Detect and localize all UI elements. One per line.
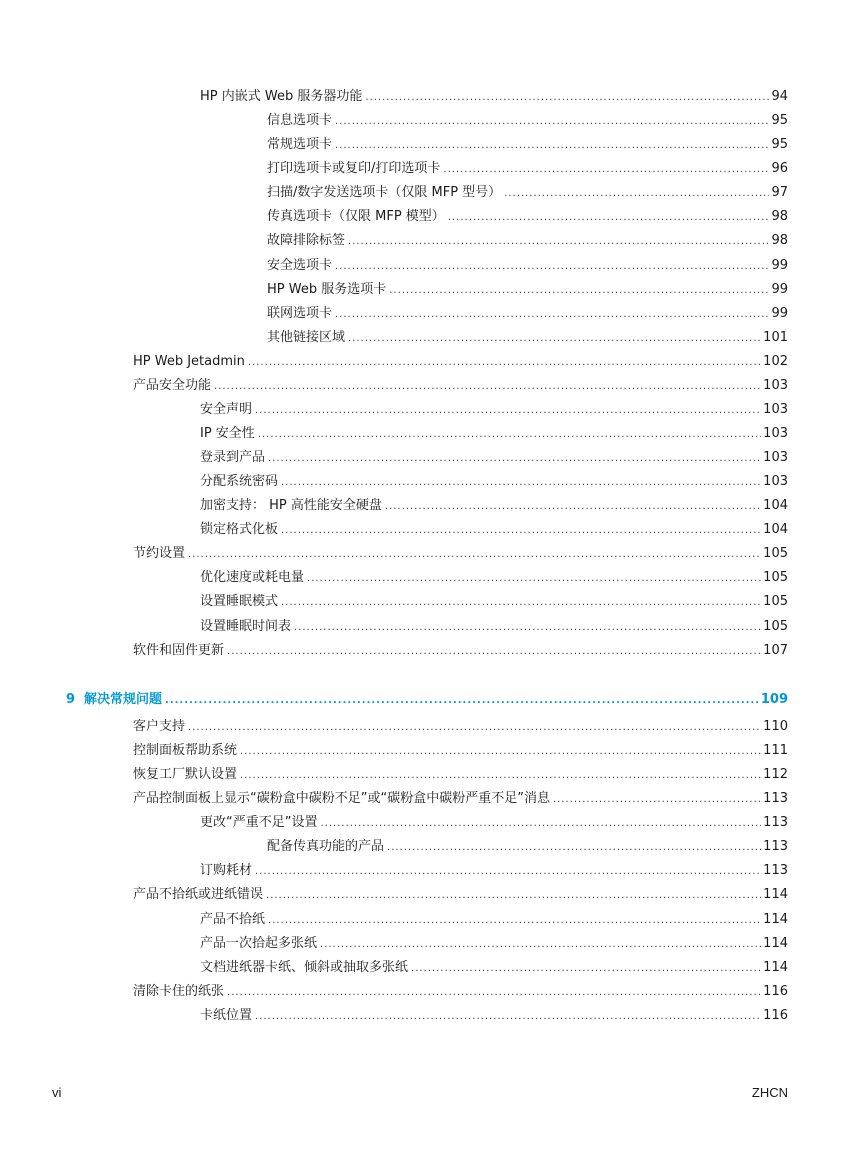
toc-entry[interactable] [267,231,788,251]
dot-leader [248,353,761,373]
toc-entry-page: 114 [763,887,788,902]
toc-entry[interactable] [267,183,788,203]
dot-leader [165,691,759,711]
toc-entry-title: 清除卡住的纸张 [133,984,225,999]
dot-leader [281,593,761,613]
toc-entry-page: 113 [763,815,788,830]
dot-leader [320,935,761,955]
toc-entry-page: 116 [763,1008,788,1023]
dot-leader [448,208,770,228]
chapter-title-text: 解决常规问题 [84,692,163,707]
toc-entry[interactable] [267,328,788,348]
toc-entry-title: 配备传真功能的产品 [267,839,385,854]
toc-entry-title: 更改“严重不足”设置 [200,815,318,830]
toc-entry[interactable] [200,592,788,612]
toc-entry[interactable] [200,934,788,954]
dot-leader [389,281,769,301]
toc-entry-title: 产品不拾纸 [200,912,266,927]
toc-entry-page: 103 [763,450,788,465]
toc-entry[interactable] [133,376,788,396]
toc-entry-page: 94 [771,89,788,104]
toc-entry-page: 97 [771,185,788,200]
dot-leader [335,305,769,325]
toc-entry-page: 103 [763,474,788,489]
toc-entry-page: 104 [763,498,788,513]
toc-entry-title: HP 内嵌式 Web 服务器功能 [200,89,363,104]
toc-entry-title: 登录到产品 [200,450,266,465]
toc-entry[interactable] [133,352,788,372]
toc-entry-title: 优化速度或耗电量 [200,570,305,585]
dot-leader [294,618,761,638]
toc-entry-page: 99 [771,282,788,297]
toc-entry-title: 传真选项卡（仅限 MFP 模型） [267,209,445,224]
toc-entry[interactable] [267,207,788,227]
toc-entry-title: 安全选项卡 [267,258,333,273]
dot-leader [348,329,761,349]
toc-entry-page: 99 [771,258,788,273]
toc-entry[interactable] [200,87,788,107]
toc-entry-page: 98 [771,233,788,248]
toc-entry-page: 103 [763,378,788,393]
dot-leader [281,521,761,541]
toc-entry[interactable] [133,641,788,661]
toc-entry[interactable] [267,111,788,131]
toc-entry-page: 109 [760,692,788,707]
dot-leader [255,1007,761,1027]
dot-leader [553,790,761,810]
toc-entry-title: 故障排除标签 [267,233,346,248]
toc-entry-page: 113 [763,863,788,878]
toc-entry[interactable] [133,741,788,761]
toc-entry[interactable] [133,982,788,1002]
toc-entry-title: 产品一次拾起多张纸 [200,936,318,951]
toc-entry[interactable] [133,885,788,905]
toc-entry-page: 105 [763,619,788,634]
toc-entry[interactable] [133,544,788,564]
toc-entry-title: IP 安全性 [200,426,255,441]
toc-chapter-entry[interactable] [66,690,788,710]
toc-entry-title: 分配系统密码 [200,474,279,489]
toc-entry-title: 联网选项卡 [267,306,333,321]
toc-entry-page: 104 [763,522,788,537]
toc-entry-title: 其他链接区域 [267,330,346,345]
dot-leader [240,766,761,786]
toc-entry-title: 客户支持 [133,719,186,734]
toc-entry[interactable] [200,496,788,516]
dot-leader [188,545,761,565]
toc-entry-page: 96 [771,161,788,176]
toc-entry-title: 安全声明 [200,402,253,417]
toc-entry-page: 105 [763,594,788,609]
toc-entry[interactable] [267,159,788,179]
toc-entry-page: 114 [763,912,788,927]
toc-entry-page: 105 [763,546,788,561]
toc-entry-page: 95 [771,113,788,128]
toc-entry[interactable] [200,861,788,881]
dot-leader [411,959,761,979]
toc-entry-title: 设置睡眠模式 [200,594,279,609]
toc-entry-title: 节约设置 [133,546,186,561]
toc-entry-title: 产品安全功能 [133,378,212,393]
toc-entry[interactable] [267,280,788,300]
dot-leader [268,911,761,931]
toc-entry-title: 信息选项卡 [267,113,333,128]
dot-leader [255,862,761,882]
dot-leader [443,160,769,180]
toc-entry[interactable] [200,472,788,492]
dot-leader [281,473,761,493]
footer-locale: ZHCN [751,1085,788,1100]
toc-entry[interactable] [200,520,788,540]
dot-leader [387,838,761,858]
toc-entry[interactable] [133,789,788,809]
toc-entry-title: 常规选项卡 [267,137,333,152]
toc-entry-page: 99 [771,306,788,321]
toc-entry-page: 101 [763,330,788,345]
toc-entry[interactable] [200,813,788,833]
dot-leader [365,88,769,108]
dot-leader [504,184,769,204]
toc-entry-title: 加密支持： HP 高性能安全硬盘 [200,498,382,513]
toc-entry-title: 控制面板帮助系统 [133,743,238,758]
toc-entry[interactable] [200,448,788,468]
dot-leader [335,136,769,156]
toc-entry-title: 锁定格式化板 [200,522,279,537]
toc-entry-page: 103 [763,426,788,441]
dot-leader [255,401,761,421]
dot-leader [320,814,761,834]
toc-entry-page: 107 [763,643,788,658]
toc-entry[interactable] [200,424,788,444]
dot-leader [335,257,769,277]
toc-entry-page: 111 [763,743,788,758]
dot-leader [258,425,761,445]
toc-entry-title: 卡纸位置 [200,1008,253,1023]
toc-entry-title: 文档进纸器卡纸、倾斜或抽取多张纸 [200,960,409,975]
dot-leader [240,742,761,762]
toc-entry[interactable] [200,400,788,420]
toc-chapter-title [66,690,165,710]
toc-entry-page: 98 [771,209,788,224]
toc-entry-page: 116 [763,984,788,999]
dot-leader [214,377,761,397]
toc-entry[interactable] [267,135,788,155]
toc-entry-title: 订购耗材 [200,863,253,878]
toc-entry[interactable] [267,837,788,857]
toc-entry-page: 103 [763,402,788,417]
toc-entry[interactable] [267,304,788,324]
toc-entry-page: 105 [763,570,788,585]
toc-entry[interactable] [200,568,788,588]
toc-entry-page: 110 [763,719,788,734]
dot-leader [335,112,769,132]
dot-leader [307,569,761,589]
toc-entry-title: 打印选项卡或复印/打印选项卡 [267,161,441,176]
dot-leader [227,642,761,662]
toc-entry-title: 软件和固件更新 [133,643,225,658]
toc-entry-title: HP Web 服务选项卡 [267,282,387,297]
toc-entry-title: 产品不拾纸或进纸错误 [133,887,264,902]
dot-leader [268,449,761,469]
toc-entry[interactable] [133,717,788,737]
toc-entry[interactable] [200,617,788,637]
toc-entry-page: 112 [763,767,788,782]
toc-entry-page: 114 [763,936,788,951]
toc-entry-title: 恢复工厂默认设置 [133,767,238,782]
toc-entry-page: 114 [763,960,788,975]
dot-leader [385,497,761,517]
toc-entry-page: 102 [763,354,788,369]
toc-entry-title: HP Web Jetadmin [133,354,245,369]
toc-entry-page: 113 [763,791,788,806]
dot-leader [348,232,769,252]
dot-leader [227,983,761,1003]
dot-leader [188,718,761,738]
toc-entry[interactable] [200,910,788,930]
toc-entry-title: 扫描/数字发送选项卡（仅限 MFP 型号） [267,185,502,200]
toc-entry-title: 设置睡眠时间表 [200,619,292,634]
dot-leader [266,886,761,906]
footer-page-number: vi [52,1085,62,1100]
toc-entry[interactable] [267,256,788,276]
toc-entry[interactable] [133,765,788,785]
toc-entry-page: 113 [763,839,788,854]
toc-entry[interactable] [200,958,788,978]
toc-entry-page: 95 [771,137,788,152]
toc-entry[interactable] [200,1006,788,1026]
toc-entry-title: 产品控制面板上显示“碳粉盒中碳粉不足”或“碳粉盒中碳粉严重不足”消息 [133,791,550,806]
chapter-number: 9 [66,692,76,707]
